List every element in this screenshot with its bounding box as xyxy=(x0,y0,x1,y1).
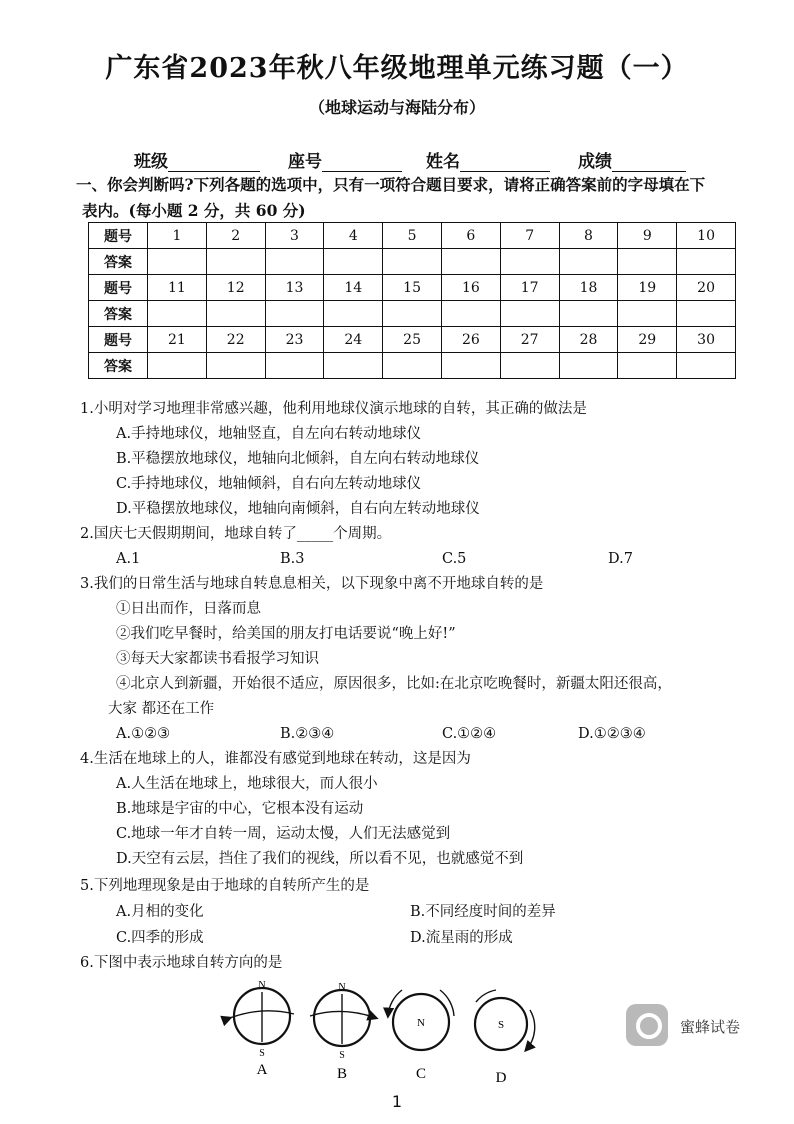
question-number: 14 xyxy=(324,275,383,301)
question-2-option-a[interactable]: A.1 xyxy=(116,551,141,567)
south-pole-label: S xyxy=(497,1019,505,1031)
answer-cell[interactable] xyxy=(148,249,207,275)
question-number: 9 xyxy=(618,223,677,249)
question-2-option-c[interactable]: C.5 xyxy=(442,551,467,567)
question-number: 8 xyxy=(559,223,618,249)
question-5-option-b[interactable]: B.不同经度时间的差异 xyxy=(410,904,556,920)
question-number: 6 xyxy=(441,223,500,249)
row-label: 答案 xyxy=(89,249,148,275)
question-3-statement-2: ②我们吃早餐时，给美国的朋友打电话要说“晚上好!” xyxy=(116,626,456,642)
question-3-statement-3: ③每天大家都读书看报学习知识 xyxy=(116,651,319,667)
south-label: S xyxy=(339,1050,345,1061)
question-number: 13 xyxy=(265,275,324,301)
question-5-option-d[interactable]: D.流星雨的形成 xyxy=(410,930,513,946)
page-title: 广东省2023年秋八年级地理单元练习题（一） xyxy=(105,53,689,84)
answer-cell[interactable] xyxy=(383,301,442,327)
option-label-b: B xyxy=(336,1066,348,1082)
question-2-option-b[interactable]: B.3 xyxy=(280,551,305,567)
answer-cell[interactable] xyxy=(148,353,207,379)
question-3-statement-4: ④北京人到新疆，开始很不适应，原因很多，比如:在北京吃晚餐时，新疆太阳还很高， xyxy=(116,676,672,692)
question-4-stem: 4.生活在地球上的人，谁都没有感觉到地球在转动，这是因为 xyxy=(80,751,471,767)
question-1-option-b[interactable]: B.平稳摆放地球仪，地轴向北倾斜，自左向右转动地球仪 xyxy=(116,451,480,467)
question-number: 27 xyxy=(500,327,559,353)
question-4-option-d[interactable]: D.天空有云层，挡住了我们的视线，所以看不见，也就感觉不到 xyxy=(116,851,524,867)
question-5-option-c[interactable]: C.四季的形成 xyxy=(116,930,204,946)
question-number: 11 xyxy=(148,275,207,301)
row-label: 答案 xyxy=(89,301,148,327)
answer-cell[interactable] xyxy=(324,301,383,327)
option-label-a: A xyxy=(256,1062,268,1078)
instruction-line-2: 表内。(每小题 2 分，共 60 分) xyxy=(82,201,306,220)
answer-cell[interactable] xyxy=(206,301,265,327)
answer-cell[interactable] xyxy=(500,353,559,379)
globe-option-d[interactable] xyxy=(475,990,535,1086)
answer-cell[interactable] xyxy=(441,353,500,379)
question-6-stem: 6.下图中表示地球自转方向的是 xyxy=(80,955,283,971)
question-3-statement-1: ①日出而作，日落而息 xyxy=(116,601,261,617)
page-subtitle: （地球运动与海陆分布） xyxy=(308,98,485,117)
question-3-stem: 3.我们的日常生活与地球自转息息相关，以下现象中离不开地球自转的是 xyxy=(80,576,544,592)
answer-cell[interactable] xyxy=(148,301,207,327)
question-1-option-a[interactable]: A.手持地球仪，地轴竖直，自左向右转动地球仪 xyxy=(116,426,422,442)
question-1-option-c[interactable]: C.手持地球仪，地轴倾斜，自右向左转动地球仪 xyxy=(116,476,422,492)
question-number: 15 xyxy=(383,275,442,301)
answer-cell[interactable] xyxy=(559,301,618,327)
seat-blank[interactable] xyxy=(322,155,402,172)
globe-option-b[interactable] xyxy=(310,982,376,1082)
answer-cell[interactable] xyxy=(677,301,736,327)
earth-rotation-diagram xyxy=(220,976,560,1088)
answer-cell[interactable] xyxy=(206,353,265,379)
question-4-option-b[interactable]: B.地球是宇宙的中心，它根本没有运动 xyxy=(116,801,364,817)
section-instruction xyxy=(76,172,756,224)
answer-row xyxy=(89,249,736,275)
question-number: 16 xyxy=(441,275,500,301)
question-3-option-a[interactable]: A.①②③ xyxy=(116,726,171,742)
answer-cell[interactable] xyxy=(677,353,736,379)
question-number: 10 xyxy=(677,223,736,249)
name-label: 姓名 xyxy=(426,152,460,172)
question-number: 3 xyxy=(265,223,324,249)
question-number-row xyxy=(89,275,736,301)
question-number: 19 xyxy=(618,275,677,301)
name-field[interactable] xyxy=(426,147,550,172)
score-label: 成绩 xyxy=(578,152,612,172)
score-field[interactable] xyxy=(578,147,686,172)
row-label: 题号 xyxy=(89,275,148,301)
answer-cell[interactable] xyxy=(383,249,442,275)
brand-name: 蜜蜂试卷 xyxy=(680,1018,741,1036)
question-number: 29 xyxy=(618,327,677,353)
answer-cell[interactable] xyxy=(324,353,383,379)
answer-cell[interactable] xyxy=(265,301,324,327)
answer-cell[interactable] xyxy=(500,301,559,327)
question-3-option-c[interactable]: C.①②④ xyxy=(442,726,497,742)
class-blank[interactable] xyxy=(168,155,260,172)
class-field[interactable] xyxy=(134,147,260,172)
question-number-row xyxy=(89,223,736,249)
globe-option-c[interactable] xyxy=(388,990,454,1082)
answer-cell[interactable] xyxy=(559,249,618,275)
question-4-option-a[interactable]: A.人生活在地球上，地球很大，而人很小 xyxy=(116,776,378,792)
question-2-option-d[interactable]: D.7 xyxy=(608,551,633,567)
row-label: 答案 xyxy=(89,353,148,379)
question-3-option-d[interactable]: D.①②③④ xyxy=(578,726,646,742)
question-number: 23 xyxy=(265,327,324,353)
question-number: 28 xyxy=(559,327,618,353)
answer-cell[interactable] xyxy=(206,249,265,275)
question-5-stem: 5.下列地理现象是由于地球的自转所产生的是 xyxy=(80,878,370,894)
answer-table xyxy=(88,222,736,379)
north-label: N xyxy=(338,982,346,993)
row-label: 题号 xyxy=(89,223,148,249)
score-blank[interactable] xyxy=(612,155,686,172)
answer-cell[interactable] xyxy=(441,249,500,275)
question-number: 17 xyxy=(500,275,559,301)
brand-logo-icon xyxy=(626,1004,668,1046)
question-5-option-a[interactable]: A.月相的变化 xyxy=(116,904,204,920)
question-number: 30 xyxy=(677,327,736,353)
answer-row xyxy=(89,353,736,379)
question-1-option-d[interactable]: D.平稳摆放地球仪，地轴向南倾斜，自右向左转动地球仪 xyxy=(116,501,480,517)
page-number: 1 xyxy=(391,1092,403,1111)
question-number: 24 xyxy=(324,327,383,353)
answer-cell[interactable] xyxy=(618,249,677,275)
answer-cell[interactable] xyxy=(559,353,618,379)
option-label-c: C xyxy=(415,1066,427,1082)
answer-row xyxy=(89,301,736,327)
question-number: 25 xyxy=(383,327,442,353)
question-number: 4 xyxy=(324,223,383,249)
question-number-row xyxy=(89,327,736,353)
question-number: 26 xyxy=(441,327,500,353)
question-number: 20 xyxy=(677,275,736,301)
answer-cell[interactable] xyxy=(383,353,442,379)
class-label: 班级 xyxy=(134,152,168,172)
south-label: S xyxy=(259,1048,265,1059)
question-number: 12 xyxy=(206,275,265,301)
answer-cell[interactable] xyxy=(618,301,677,327)
question-3-statement-4-cont: 大家 都还在工作 xyxy=(108,701,215,717)
question-number: 21 xyxy=(148,327,207,353)
answer-cell[interactable] xyxy=(677,249,736,275)
north-label: N xyxy=(258,980,266,991)
question-2-stem: 2.国庆七天假期期间，地球自转了_____个周期。 xyxy=(80,526,392,542)
row-label: 题号 xyxy=(89,327,148,353)
seat-label: 座号 xyxy=(288,152,322,172)
question-number: 18 xyxy=(559,275,618,301)
question-number: 5 xyxy=(383,223,442,249)
question-3-option-b[interactable]: B.②③④ xyxy=(280,726,335,742)
answer-cell[interactable] xyxy=(500,249,559,275)
question-number: 22 xyxy=(206,327,265,353)
question-1-stem: 1.小明对学习地理非常感兴趣，他利用地球仪演示地球的自转，其正确的做法是 xyxy=(80,401,587,417)
north-pole-label: N xyxy=(417,1017,425,1029)
seat-field[interactable] xyxy=(288,147,402,172)
answer-cell[interactable] xyxy=(324,249,383,275)
question-4-option-c[interactable]: C.地球一年才自转一周，运动太慢，人们无法感觉到 xyxy=(116,826,451,842)
name-blank[interactable] xyxy=(460,155,550,172)
question-number: 7 xyxy=(500,223,559,249)
answer-cell[interactable] xyxy=(265,353,324,379)
answer-cell[interactable] xyxy=(618,353,677,379)
answer-cell[interactable] xyxy=(441,301,500,327)
question-number: 2 xyxy=(206,223,265,249)
instruction-line-1: 一、你会判断吗?下列各题的选项中，只有一项符合题目要求，请将正确答案前的字母填在下 xyxy=(76,175,706,194)
option-label-d: D xyxy=(495,1070,507,1086)
answer-cell[interactable] xyxy=(265,249,324,275)
question-number: 1 xyxy=(148,223,207,249)
globe-option-a[interactable] xyxy=(230,980,294,1078)
